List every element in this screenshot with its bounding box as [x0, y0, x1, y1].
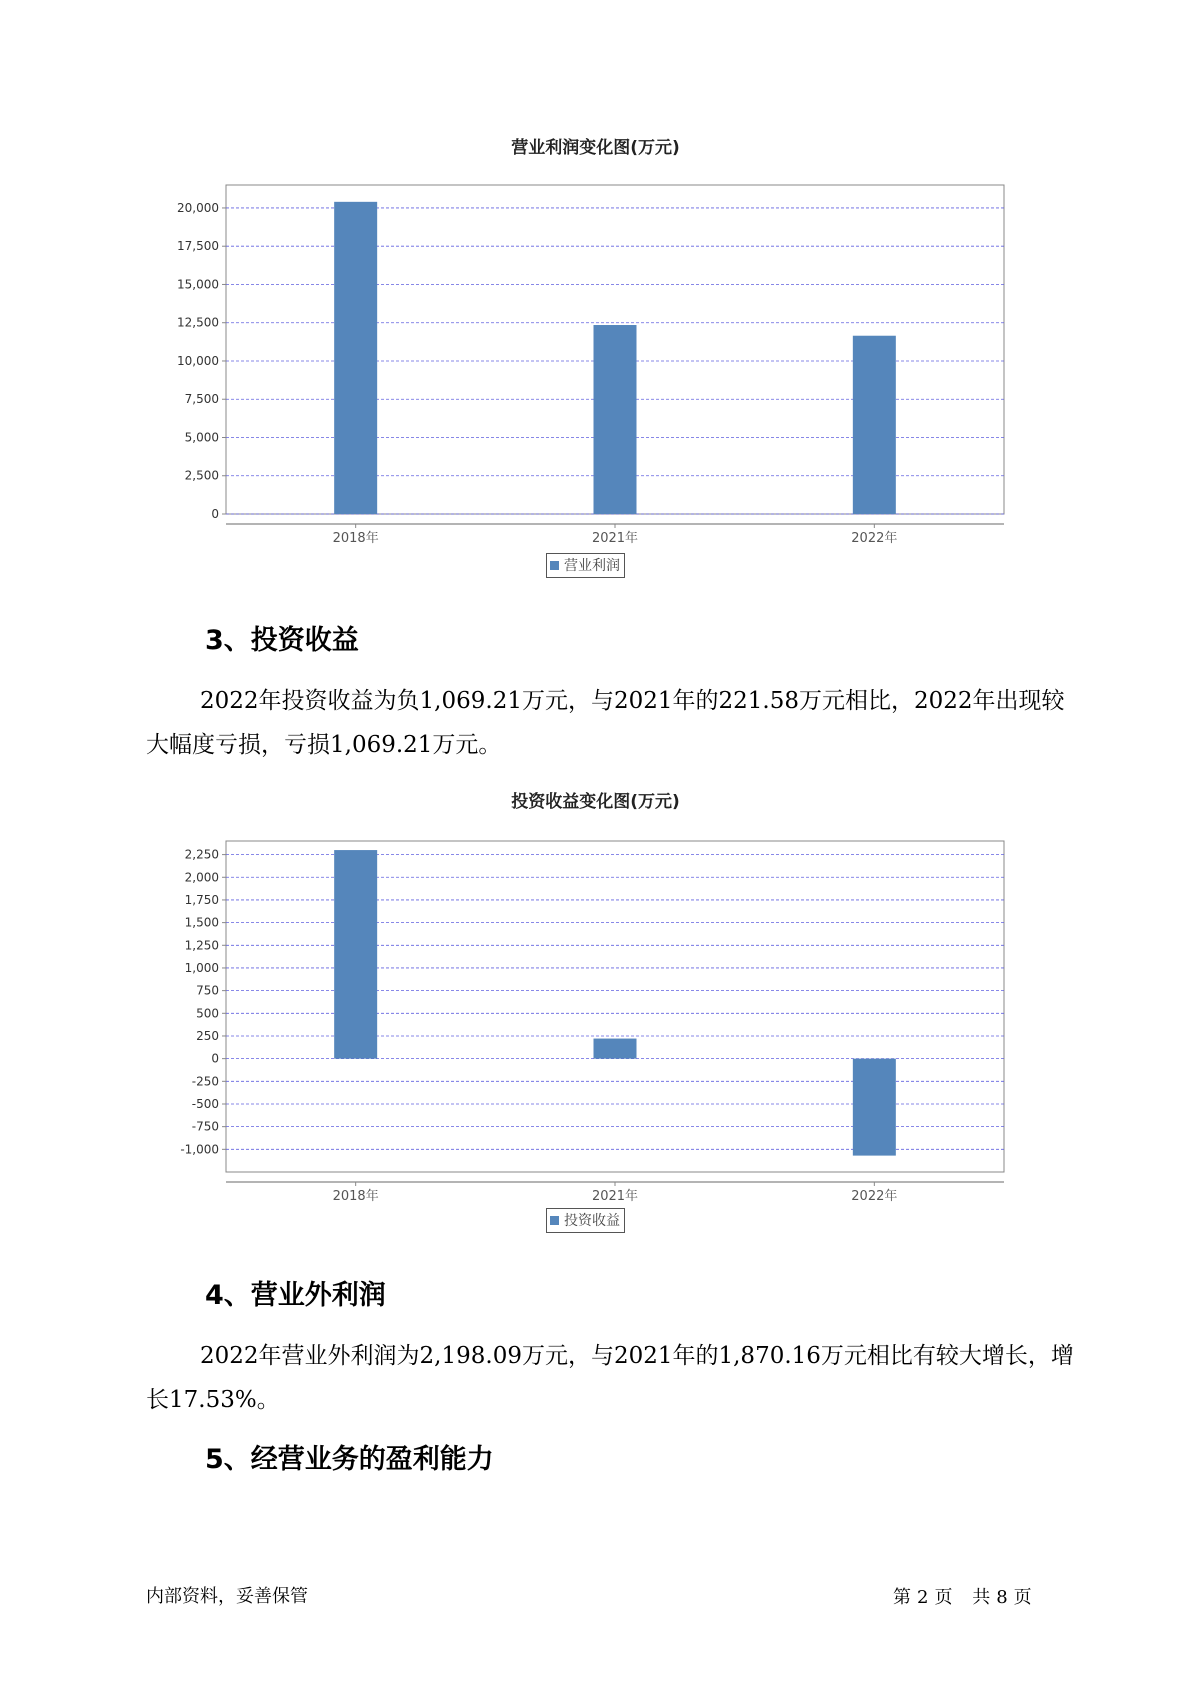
- op-profit-chart-title: 营业利润变化图(万元): [511, 138, 680, 158]
- legend-swatch-icon: [550, 1216, 559, 1225]
- investment-legend-label: 投资收益: [564, 1213, 620, 1229]
- investment-bar: [853, 1059, 896, 1156]
- op-profit-legend-label: 营业利润: [564, 558, 620, 574]
- investment-ytick-label: 2,250: [184, 847, 219, 862]
- op-profit-ytick-label: 7,500: [184, 392, 219, 407]
- investment-bar: [334, 850, 377, 1059]
- investment-xtick-label: 2018年: [332, 1189, 379, 1204]
- investment-ytick-label: 500: [196, 1006, 219, 1021]
- op-profit-ytick-label: 10,000: [177, 353, 219, 368]
- op-profit-xtick-label: 2018年: [332, 531, 379, 546]
- op-profit-ytick-label: 12,500: [177, 315, 219, 330]
- op-profit-ytick-label: 20,000: [177, 200, 219, 215]
- investment-xtick-label: 2022年: [851, 1189, 898, 1204]
- page-current: 2: [917, 1587, 929, 1608]
- investment-legend: [546, 1208, 625, 1233]
- page-label: 页: [1013, 1587, 1032, 1608]
- page-label: 页: [934, 1587, 953, 1608]
- op-profit-ytick-label: 17,500: [177, 239, 219, 254]
- page-total: 8: [996, 1587, 1008, 1608]
- investment-bar: [594, 1039, 637, 1059]
- investment-chart-title: 投资收益变化图(万元): [511, 792, 680, 812]
- investment-ytick-label: 1,000: [184, 960, 219, 975]
- investment-ytick-label: 1,500: [184, 915, 219, 930]
- investment-ytick-label: 2,000: [184, 870, 219, 885]
- investment-ytick-label: -250: [191, 1074, 219, 1089]
- investment-ytick-label: 1,750: [184, 892, 219, 907]
- page-label: 第: [893, 1587, 911, 1608]
- investment-ytick-label: -750: [191, 1119, 219, 1134]
- investment-ytick-label: 250: [196, 1028, 219, 1043]
- op-profit-xtick-label: 2022年: [851, 531, 898, 546]
- footer-confidential-note: 内部资料，妥善保管: [146, 1586, 308, 1607]
- footer-page-number: [893, 1583, 1038, 1609]
- section-heading-non-operating: 4、营业外利润: [205, 1280, 386, 1311]
- op-profit-ytick-label: 0: [211, 507, 219, 521]
- investment-paragraph-text: 2022年投资收益为负1,069.21万元，与2021年的221.58万元相比，2022年出现较大幅度亏损，亏损1,069.21万元。: [146, 688, 1065, 758]
- investment-ytick-label: 1,250: [184, 938, 219, 953]
- investment-xtick-label: 2021年: [591, 1189, 639, 1204]
- section-heading-profitability: 5、经营业务的盈利能力: [205, 1444, 494, 1475]
- investment-ytick-label: -500: [191, 1096, 219, 1111]
- investment-ytick-label: 750: [196, 983, 219, 998]
- section-heading-investment: 3、投资收益: [205, 625, 359, 656]
- non-operating-paragraph-text: 2022年营业外利润为2,198.09万元，与2021年的1,870.16万元相比有较大增长，增长17.53%。: [146, 1343, 1074, 1413]
- non-operating-paragraph: [146, 1334, 1076, 1422]
- investment-ytick-label: -1,000: [180, 1142, 219, 1157]
- op-profit-ytick-label: 5,000: [184, 430, 219, 445]
- page-total-label: 共: [972, 1587, 991, 1608]
- op-profit-ytick-label: 2,500: [184, 468, 219, 483]
- op-profit-xtick-label: 2021年: [591, 531, 639, 546]
- op-profit-ytick-label: 15,000: [177, 277, 219, 292]
- investment-ytick-label: 0: [211, 1051, 219, 1066]
